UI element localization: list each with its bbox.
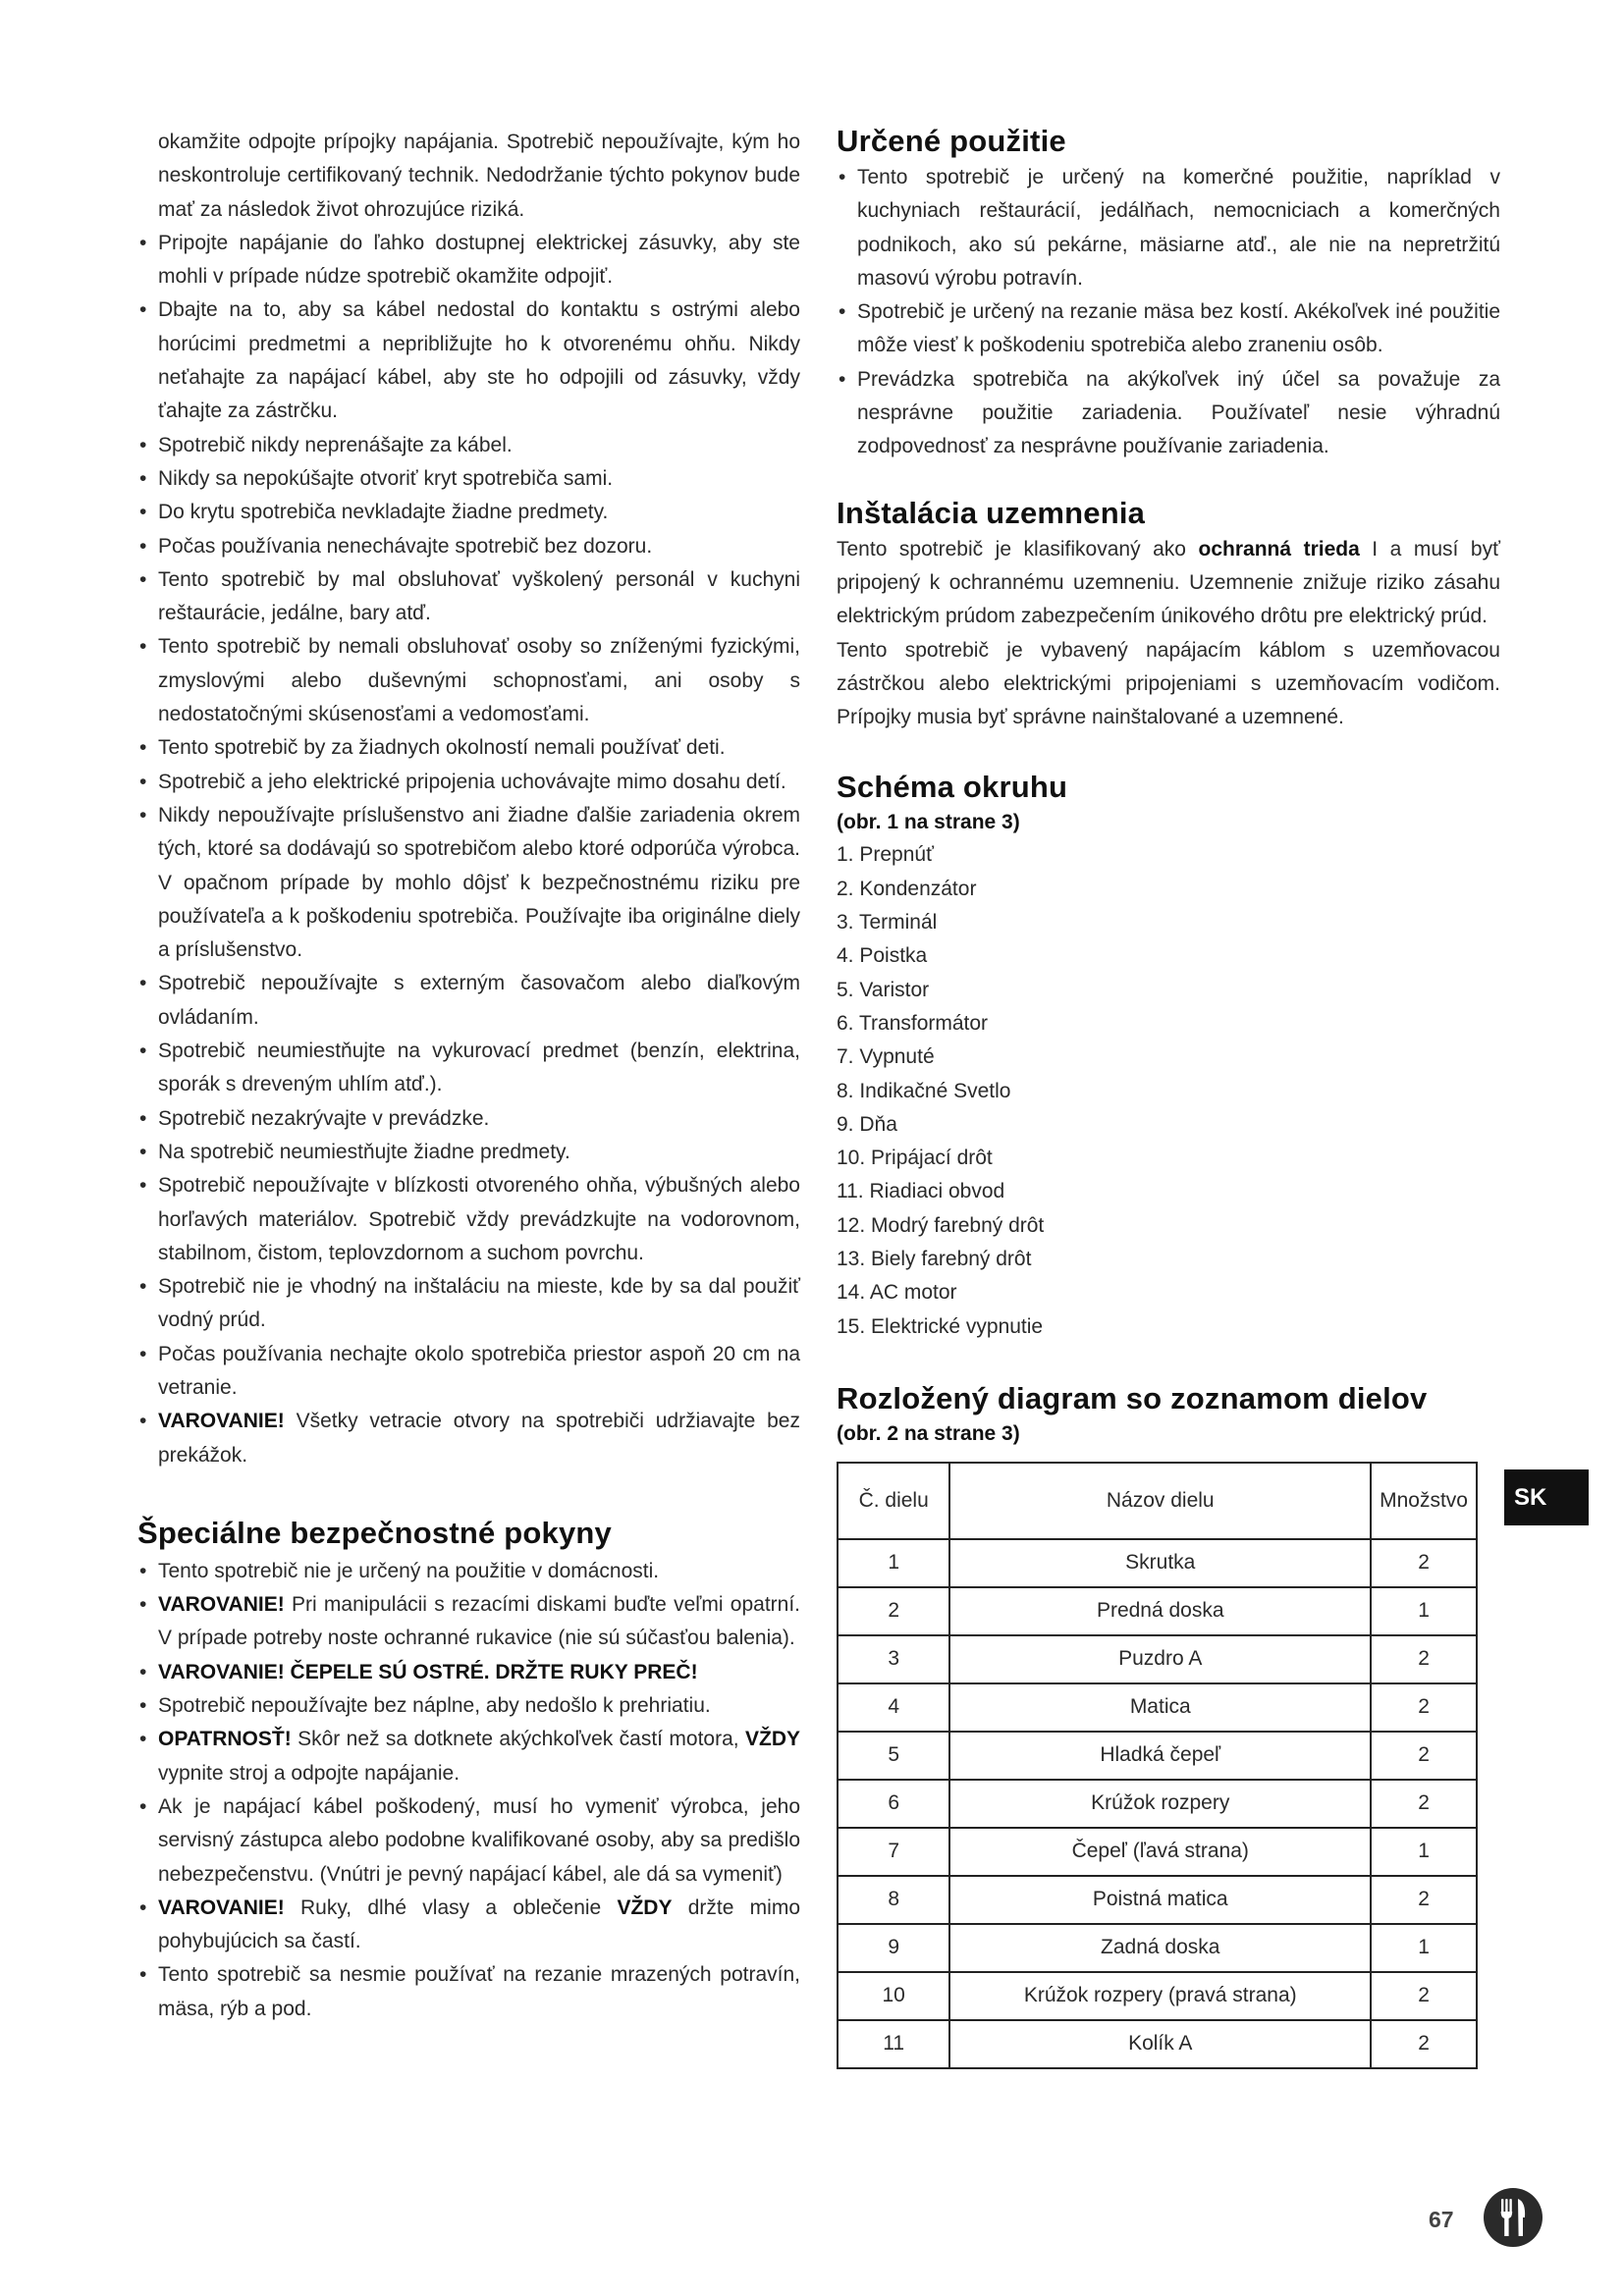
table-row <box>838 1972 1477 2020</box>
list-item: • Tento spotrebič je určený na komerčné použitie, napríklad v kuchyniach reštaurácií, jedálňach, nemocniciach a komerčných podnikoch, ako sú pekárne, mäsiarne atď., ale nie na nepretržitú masovú výrobu potravín. <box>837 161 1500 295</box>
list-item: • Spotrebič nepoužívajte s externým časovačom alebo diaľkovým ovládaním. <box>137 967 800 1035</box>
warning-vents <box>137 1405 800 1472</box>
list-item: • Spotrebič nezakrývajte v prevádzke. <box>137 1102 800 1136</box>
list-item: • Počas používania nechajte okolo spotrebiča priestor aspoň 20 cm na vetranie. <box>137 1338 800 1406</box>
cell-quantity: 2 <box>1371 1972 1477 2020</box>
intended-use-title: Určené použitie <box>837 124 1066 158</box>
warning-always: VŽDY <box>617 1896 673 1919</box>
list-item: • Na spotrebič neumiestňujte žiadne predmety. <box>137 1136 800 1169</box>
list-item: • Spotrebič nikdy neprenášajte za kábel. <box>137 429 800 462</box>
list-item: 15. Elektrické vypnutie <box>837 1314 1044 1338</box>
table-row <box>838 1876 1477 1924</box>
grounding-text: I a musí byť pripojený k ochrannému uzemneniu. Uzemnenie znižuje riziko zásahu elektrickým prúdom zabezpečením únikového drôtu pre elektrický prúd. <box>837 537 1500 628</box>
list-item: 1. Prepnúť <box>837 843 934 867</box>
special-safety-title: Špeciálne bezpečnostné pokyny <box>137 1515 613 1550</box>
list-item: • Nikdy sa nepokúšajte otvoriť kryt spotrebiča sami. <box>137 462 800 496</box>
cell-part-no: 10 <box>838 1972 949 2020</box>
parts-table <box>837 1462 1478 2069</box>
circuit-list <box>837 838 1500 1343</box>
cell-part-name: Hladká čepeľ <box>949 1732 1371 1780</box>
list-item: 3. Terminál <box>837 911 938 934</box>
cell-part-name: Skrutka <box>949 1539 1371 1587</box>
right-column <box>837 126 1500 2069</box>
grounding-paragraph-1 <box>837 533 1500 634</box>
warning-blades-text: VAROVANIE! ČEPELE SÚ OSTRÉ. DRŽTE RUKY PREČ! <box>158 1660 698 1683</box>
parts-reference: (obr. 2 na strane 3) <box>837 1421 1020 1445</box>
list-item: 9. Dňa <box>837 1112 897 1136</box>
list-item: • Spotrebič nepoužívajte bez náplne, aby nedošlo k prehriatiu. <box>137 1689 800 1723</box>
circuit-title: Schéma okruhu <box>837 770 1068 805</box>
list-item: 4. Poistka <box>837 944 928 968</box>
caution-always: VŽDY <box>744 1728 800 1751</box>
cell-part-name: Predná doska <box>949 1587 1371 1635</box>
table-row <box>838 1635 1477 1683</box>
list-item: • Tento spotrebič by mal obsluhovať vyškolený personál v kuchyni reštaurácie, jedálne, bary atď. <box>137 563 800 631</box>
list-item: • Spotrebič je určený na rezanie mäsa bez kostí. Akékoľvek iné použitie môže viesť k poškodeniu spotrebiča alebo zraneniu osôb. <box>837 295 1500 363</box>
list-item: • Pripojte napájanie do ľahko dostupnej elektrickej zásuvky, aby ste mohli v prípade núdze spotrebič okamžite odpojiť. <box>137 227 800 294</box>
cell-quantity: 2 <box>1371 2020 1477 2068</box>
table-row <box>838 2020 1477 2068</box>
caution-motor <box>137 1723 800 1790</box>
list-item: • Počas používania nenechávajte spotrebič bez dozoru. <box>137 530 800 563</box>
list-item: 2. Kondenzátor <box>837 877 977 900</box>
cell-part-name: Krúžok rozpery <box>949 1780 1371 1828</box>
list-item: • Tento spotrebič by za žiadnych okolností nemali používať deti. <box>137 731 800 765</box>
cell-quantity: 2 <box>1371 1539 1477 1587</box>
cell-part-name: Puzdro A <box>949 1635 1371 1683</box>
fork-knife-icon <box>1483 2187 1543 2248</box>
cell-part-name: Čepeľ (ľavá strana) <box>949 1828 1371 1876</box>
list-item: • Ak je napájací kábel poškodený, musí ho vymeniť výrobca, jeho servisný zástupca alebo podobne kvalifikované osoby, aby sa predišlo nebezpečenstvu. (Vnútri je pevný napájací kábel, ale dá sa vymeniť) <box>137 1790 800 1892</box>
cell-part-no: 5 <box>838 1732 949 1780</box>
intended-use-bullets <box>837 161 1500 464</box>
header-part-name: Názov dielu <box>949 1463 1371 1539</box>
circuit-reference: (obr. 1 na strane 3) <box>837 811 1020 834</box>
cell-part-name: Poistná matica <box>949 1876 1371 1924</box>
list-item: 7. Vypnuté <box>837 1045 935 1069</box>
warning-blades <box>137 1656 800 1689</box>
special-bullets <box>137 1555 800 2026</box>
table-row <box>838 1780 1477 1828</box>
list-item: • Nikdy nepoužívajte príslušenstvo ani žiadne ďalšie zariadenia okrem tých, ktoré sa dodávajú so spotrebičom alebo ktoré odporúča výrobca. V opačnom prípade by mohlo dôjsť k bezpečnostnému riziku pre používateľa a k poškodeniu spotrebiča. Používajte iba originálne diely a príslušenstvo. <box>137 799 800 967</box>
table-row <box>838 1924 1477 1972</box>
warning-label: VAROVANIE! <box>158 1410 285 1433</box>
cell-part-name: Matica <box>949 1683 1371 1732</box>
list-item: • Dbajte na to, aby sa kábel nedostal do kontaktu s ostrými alebo horúcimi predmetmi a nepribližujte ho k otvorenému ohňu. Nikdy neťahajte za napájací kábel, aby ste ho odpojili od zásuvky, vždy ťahajte za zástrčku. <box>137 294 800 428</box>
warning-text: Pri manipulácii s rezacími diskami buďte veľmi opatrní. V prípade potreby noste ochranné rukavice (nie sú súčasťou balenia). <box>158 1593 800 1650</box>
cell-part-no: 4 <box>838 1683 949 1732</box>
grounding-paragraph-2: Tento spotrebič je vybavený napájacím káblom s uzemňovacou zástrčkou alebo elektrickými pripojeniami s uzemňovacím vodičom. Prípojky musia byť správne nainštalované a uzemnené. <box>837 638 1500 729</box>
warning-hands <box>137 1892 800 1959</box>
table-row <box>838 1828 1477 1876</box>
list-item: • Spotrebič a jeho elektrické pripojenia uchovávajte mimo dosahu detí. <box>137 766 800 799</box>
warning-text: Všetky vetracie otvory na spotrebiči udržiavajte bez prekážok. <box>158 1410 800 1467</box>
list-item: • Spotrebič nie je vhodný na inštaláciu na mieste, kde by sa dal použiť vodný prúd. <box>137 1270 800 1338</box>
warning-label: VAROVANIE! <box>158 1593 285 1617</box>
header-quantity: Množstvo <box>1371 1463 1477 1539</box>
table-row <box>838 1587 1477 1635</box>
list-item: 12. Modrý farebný drôt <box>837 1213 1045 1237</box>
protection-class: ochranná trieda <box>1198 537 1360 561</box>
cell-part-no: 8 <box>838 1876 949 1924</box>
cell-quantity: 2 <box>1371 1635 1477 1683</box>
warning-text: Ruky, dlhé vlasy a oblečenie <box>284 1896 618 1919</box>
table-row <box>838 1683 1477 1732</box>
list-item: 13. Biely farebný drôt <box>837 1248 1032 1271</box>
page-number: 67 <box>1429 2207 1454 2232</box>
parts-title: Rozložený diagram so zoznamom dielov <box>837 1380 1428 1415</box>
cell-part-no: 2 <box>838 1587 949 1635</box>
cell-part-no: 9 <box>838 1924 949 1972</box>
warning-end: držte mimo pohybujúcich sa častí. <box>158 1896 800 1953</box>
cell-part-name: Zadná doska <box>949 1924 1371 1972</box>
cell-quantity: 1 <box>1371 1924 1477 1972</box>
cell-part-no: 7 <box>838 1828 949 1876</box>
list-item: 14. AC motor <box>837 1281 957 1305</box>
list-item: • Prevádzka spotrebiča na akýkoľvek iný účel sa považuje za nesprávne použitie zariadenia. Používateľ nesie výhradnú zodpovednosť za nesprávne používanie zariadenia. <box>837 363 1500 464</box>
list-item: • Spotrebič nepoužívajte v blízkosti otvoreného ohňa, výbušných alebo horľavých materiálov. Spotrebič vždy prevádzkujte na vodorovnom, stabilnom, čistom, teplovzdornom a suchom povrchu. <box>137 1169 800 1270</box>
cell-quantity: 2 <box>1371 1876 1477 1924</box>
warning-discs <box>137 1588 800 1656</box>
table-row <box>838 1539 1477 1587</box>
cell-quantity: 2 <box>1371 1780 1477 1828</box>
list-item: • Do krytu spotrebiča nevkladajte žiadne predmety. <box>137 496 800 529</box>
list-item: 8. Indikačné Svetlo <box>837 1079 1011 1102</box>
table-row <box>838 1732 1477 1780</box>
cell-quantity: 2 <box>1371 1732 1477 1780</box>
caution-text: Skôr než sa dotknete akýchkoľvek častí motora, <box>291 1728 745 1751</box>
caution-label: OPATRNOSŤ! <box>158 1728 292 1751</box>
cell-part-name: Krúžok rozpery (pravá strana) <box>949 1972 1371 2020</box>
safety-bullets <box>137 227 800 1472</box>
cell-part-no: 3 <box>838 1635 949 1683</box>
cell-part-no: 11 <box>838 2020 949 2068</box>
language-tab: SK <box>1504 1469 1589 1525</box>
list-item: 10. Pripájací drôt <box>837 1147 993 1170</box>
cell-part-no: 6 <box>838 1780 949 1828</box>
list-item: • Tento spotrebič sa nesmie používať na rezanie mrazených potravín, mäsa, rýb a pod. <box>137 1958 800 2026</box>
list-item: • Spotrebič neumiestňujte na vykurovací predmet (benzín, elektrina, sporák s dreveným uhlím atď.). <box>137 1035 800 1102</box>
cell-part-no: 1 <box>838 1539 949 1587</box>
list-item: • Tento spotrebič by nemali obsluhovať osoby so zníženými fyzickými, zmyslovými alebo duševnými schopnosťami, ani osoby s nedostatočnými skúsenosťami a vedomosťami. <box>137 630 800 731</box>
table-header-row <box>838 1463 1477 1539</box>
left-column <box>137 126 800 2026</box>
list-item: 11. Riadiaci obvod <box>837 1180 1005 1203</box>
cell-part-name: Kolík A <box>949 2020 1371 2068</box>
header-part-no: Č. dielu <box>838 1463 949 1539</box>
cell-quantity: 1 <box>1371 1587 1477 1635</box>
warning-label: VAROVANIE! <box>158 1896 285 1919</box>
cell-quantity: 1 <box>1371 1828 1477 1876</box>
list-item: 6. Transformátor <box>837 1011 989 1035</box>
list-item: • Tento spotrebič nie je určený na použitie v domácnosti. <box>137 1555 800 1588</box>
grounding-title: Inštalácia uzemnenia <box>837 495 1146 530</box>
grounding-text: Tento spotrebič je klasifikovaný ako <box>837 537 1199 561</box>
cell-quantity: 2 <box>1371 1683 1477 1732</box>
list-item: 5. Varistor <box>837 978 930 1001</box>
intro-continuation: okamžite odpojte prípojky napájania. Spotrebič nepoužívajte, kým ho neskontroluje certifikovaný technik. Nedodržanie týchto pokynov bude mať za následok život ohrozujúce riziká. <box>158 131 800 221</box>
caution-end: vypnite stroj a odpojte napájanie. <box>158 1761 460 1785</box>
